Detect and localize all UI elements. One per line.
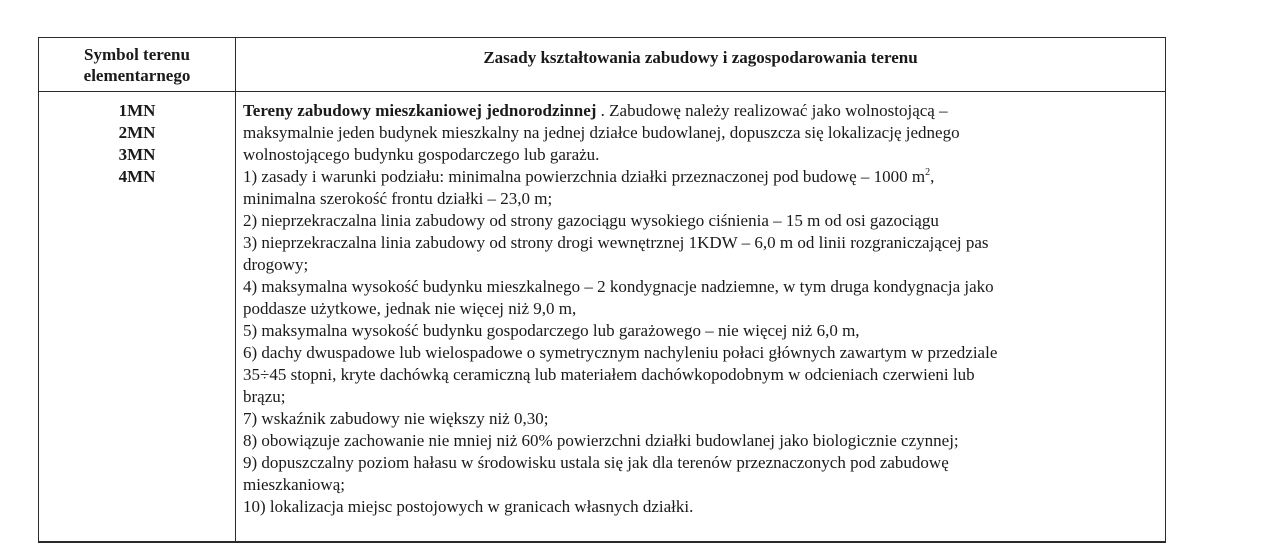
rules-line bbox=[243, 100, 1155, 122]
zoning-rules-table bbox=[38, 37, 1166, 543]
rules-line: mieszkaniową; bbox=[243, 475, 345, 494]
rules-line: brązu; bbox=[243, 387, 286, 406]
rules-content bbox=[243, 100, 1155, 518]
header-symbol-line-2: elementarnego bbox=[83, 66, 191, 85]
rules-line: 3) nieprzekraczalna linia zabudowy od strony drogi wewnętrznej 1KDW – 6,0 m od linii rozgraniczającej pas bbox=[243, 233, 989, 252]
header-symbol-line-1: Symbol terenu bbox=[84, 45, 190, 64]
rules-line: poddasze użytkowe, jednak nie więcej niż 9,0 m, bbox=[243, 299, 577, 318]
rules-line: 35÷45 stopni, kryte dachówką ceramiczną lub materiałem dachówkopodobnym w odcieniach czerwieni lub bbox=[243, 365, 975, 384]
rules-line: wolnostojącego budynku gospodarczego lub garażu. bbox=[243, 145, 600, 164]
rules-line: 10) lokalizacja miejsc postojowych w granicach własnych działki. bbox=[243, 497, 694, 516]
rules-text: 1) zasady i warunki podziału: minimalna powierzchnia działki przeznaczonej pod budowę – 1000 m bbox=[243, 167, 926, 186]
header-divider bbox=[39, 91, 1165, 92]
rules-line: 6) dachy dwuspadowe lub wielospadowe o symetrycznym nachyleniu połaci głównych zawartym w przedziale bbox=[243, 343, 998, 362]
rules-line: 4) maksymalna wysokość budynku mieszkalnego – 2 kondygnacje nadziemne, w tym druga kondygnacja jako bbox=[243, 277, 994, 296]
rules-line: 9) dopuszczalny poziom hałasu w środowisku ustala się jak dla terenów przeznaczonych pod zabudowę bbox=[243, 453, 949, 472]
rules-text: . Zabudowę należy realizować jako wolnostojącą – bbox=[596, 101, 948, 120]
rules-line: 8) obowiązuje zachowanie nie mniej niż 60% powierzchni działki budowlanej jako biologicznie czynnej; bbox=[243, 431, 959, 450]
superscript: 2 bbox=[925, 167, 931, 178]
symbol-2mn: 2MN bbox=[118, 123, 156, 142]
rules-line: maksymalnie jeden budynek mieszkalny na jednej działce budowlanej, dopuszcza się lokalizację jednego bbox=[243, 123, 960, 142]
rules-line: minimalna szerokość frontu działki – 23,0 m; bbox=[243, 189, 553, 208]
symbol-3mn: 3MN bbox=[118, 145, 156, 164]
section-title: Tereny zabudowy mieszkaniowej jednorodzinnej bbox=[243, 101, 597, 120]
symbol-4mn: 4MN bbox=[118, 167, 156, 186]
symbol-1mn: 1MN bbox=[118, 101, 156, 120]
rules-line bbox=[243, 166, 1155, 188]
symbol-list bbox=[39, 100, 235, 188]
rules-line: 7) wskaźnik zabudowy nie większy niż 0,30; bbox=[243, 409, 549, 428]
column-divider bbox=[235, 38, 236, 541]
rules-line: 2) nieprzekraczalna linia zabudowy od strony gazociągu wysokiego ciśnienia – 15 m od osi gazociągu bbox=[243, 211, 939, 230]
header-symbol-column bbox=[39, 44, 235, 86]
rules-line: drogowy; bbox=[243, 255, 309, 274]
rules-line: 5) maksymalna wysokość budynku gospodarczego lub garażowego – nie więcej niż 6,0 m, bbox=[243, 321, 860, 340]
header-rules-column: Zasady kształtowania zabudowy i zagospodarowania terenu bbox=[483, 48, 918, 67]
rules-text: , bbox=[930, 167, 935, 186]
